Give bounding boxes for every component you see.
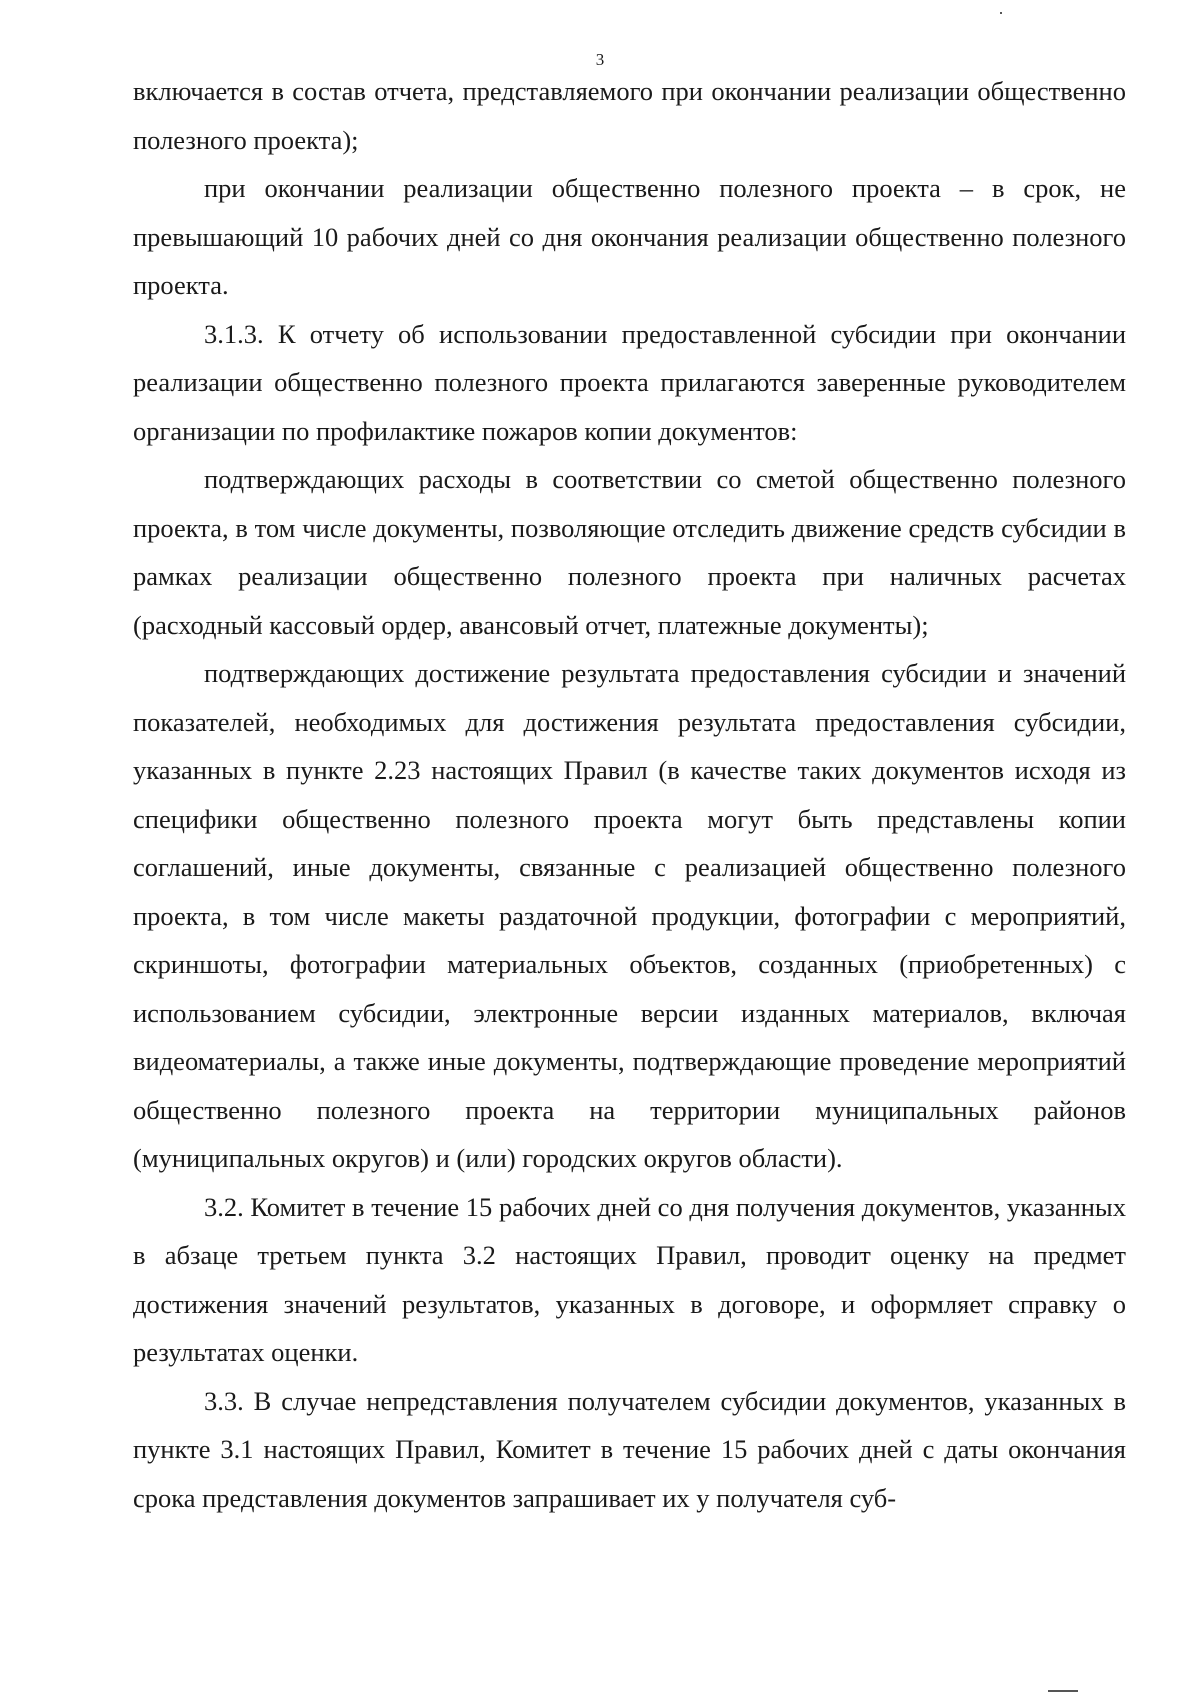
scan-artifact-bottom-right xyxy=(1048,1690,1078,1692)
paragraph-3-2: 3.2. Комитет в течение 15 рабочих дней со дня получения документов, указанных в абзаце третьем пункта 3.2 настоящих Правил, проводит оценку на предмет достижения значений результатов, указанных в договоре, и оформляет справку о результатах оценки. xyxy=(133,1191,1126,1367)
paragraph-3-1-3: 3.1.3. К отчету об использовании предоставленной субсидии при окончании реализации общественно полезного проекта прилагаются заверенные руководителем организации по профилактике пожаров копии документов: xyxy=(133,318,1126,446)
paragraph-expense-documents: подтверждающих расходы в соответствии со сметой общественно полезного проекта, в том числе документы, позволяющие отследить движение средств субсидии в рамках реализации общественно полезного проекта при наличных расчетах (расходный кассовый ордер, авансовый отчет, платежные документы); xyxy=(133,464,1126,640)
paragraph-report-deadline: при окончании реализации общественно полезного проекта – в срок, не превышающий 10 рабочих дней со дня окончания реализации общественно полезного проекта. xyxy=(133,173,1126,300)
paragraph-3-3: 3.3. В случае непредставления получателем субсидии документов, указанных в пункте 3.1 настоящих Правил, Комитет в течение 15 рабочих дней с даты окончания срока представления документов запрашивает их у получателя суб- xyxy=(133,1385,1126,1513)
document-body xyxy=(133,67,1126,1522)
scan-artifact-top-right xyxy=(1000,12,1002,14)
page-number: 3 xyxy=(595,50,605,69)
paragraph-result-documents: подтверждающих достижение результата предоставления субсидии и значений показателей, необходимых для достижения результата предоставления субсидии, указанных в пункте 2.23 настоящих Правил (в качестве таких документов исходя из специфики общественно полезного проекта могут быть представлены копии соглашений, иные документы, связанные с реализацией общественно полезного проекта, в том числе макеты раздаточной продукции, фотографии с мероприятий, скриншоты, фотографии материальных объектов, созданных (приобретенных) с использованием субсидии, электронные версии изданных материалов, включая видеоматериалы, а также иные документы, подтверждающие проведение мероприятий общественно полезного проекта на территории муниципальных районов (муниципальных округов) и (или) городских округов области). xyxy=(133,658,1126,1173)
paragraph-report-composition: включается в состав отчета, представляемого при окончании реализации общественно полезного проекта); xyxy=(133,76,1126,155)
